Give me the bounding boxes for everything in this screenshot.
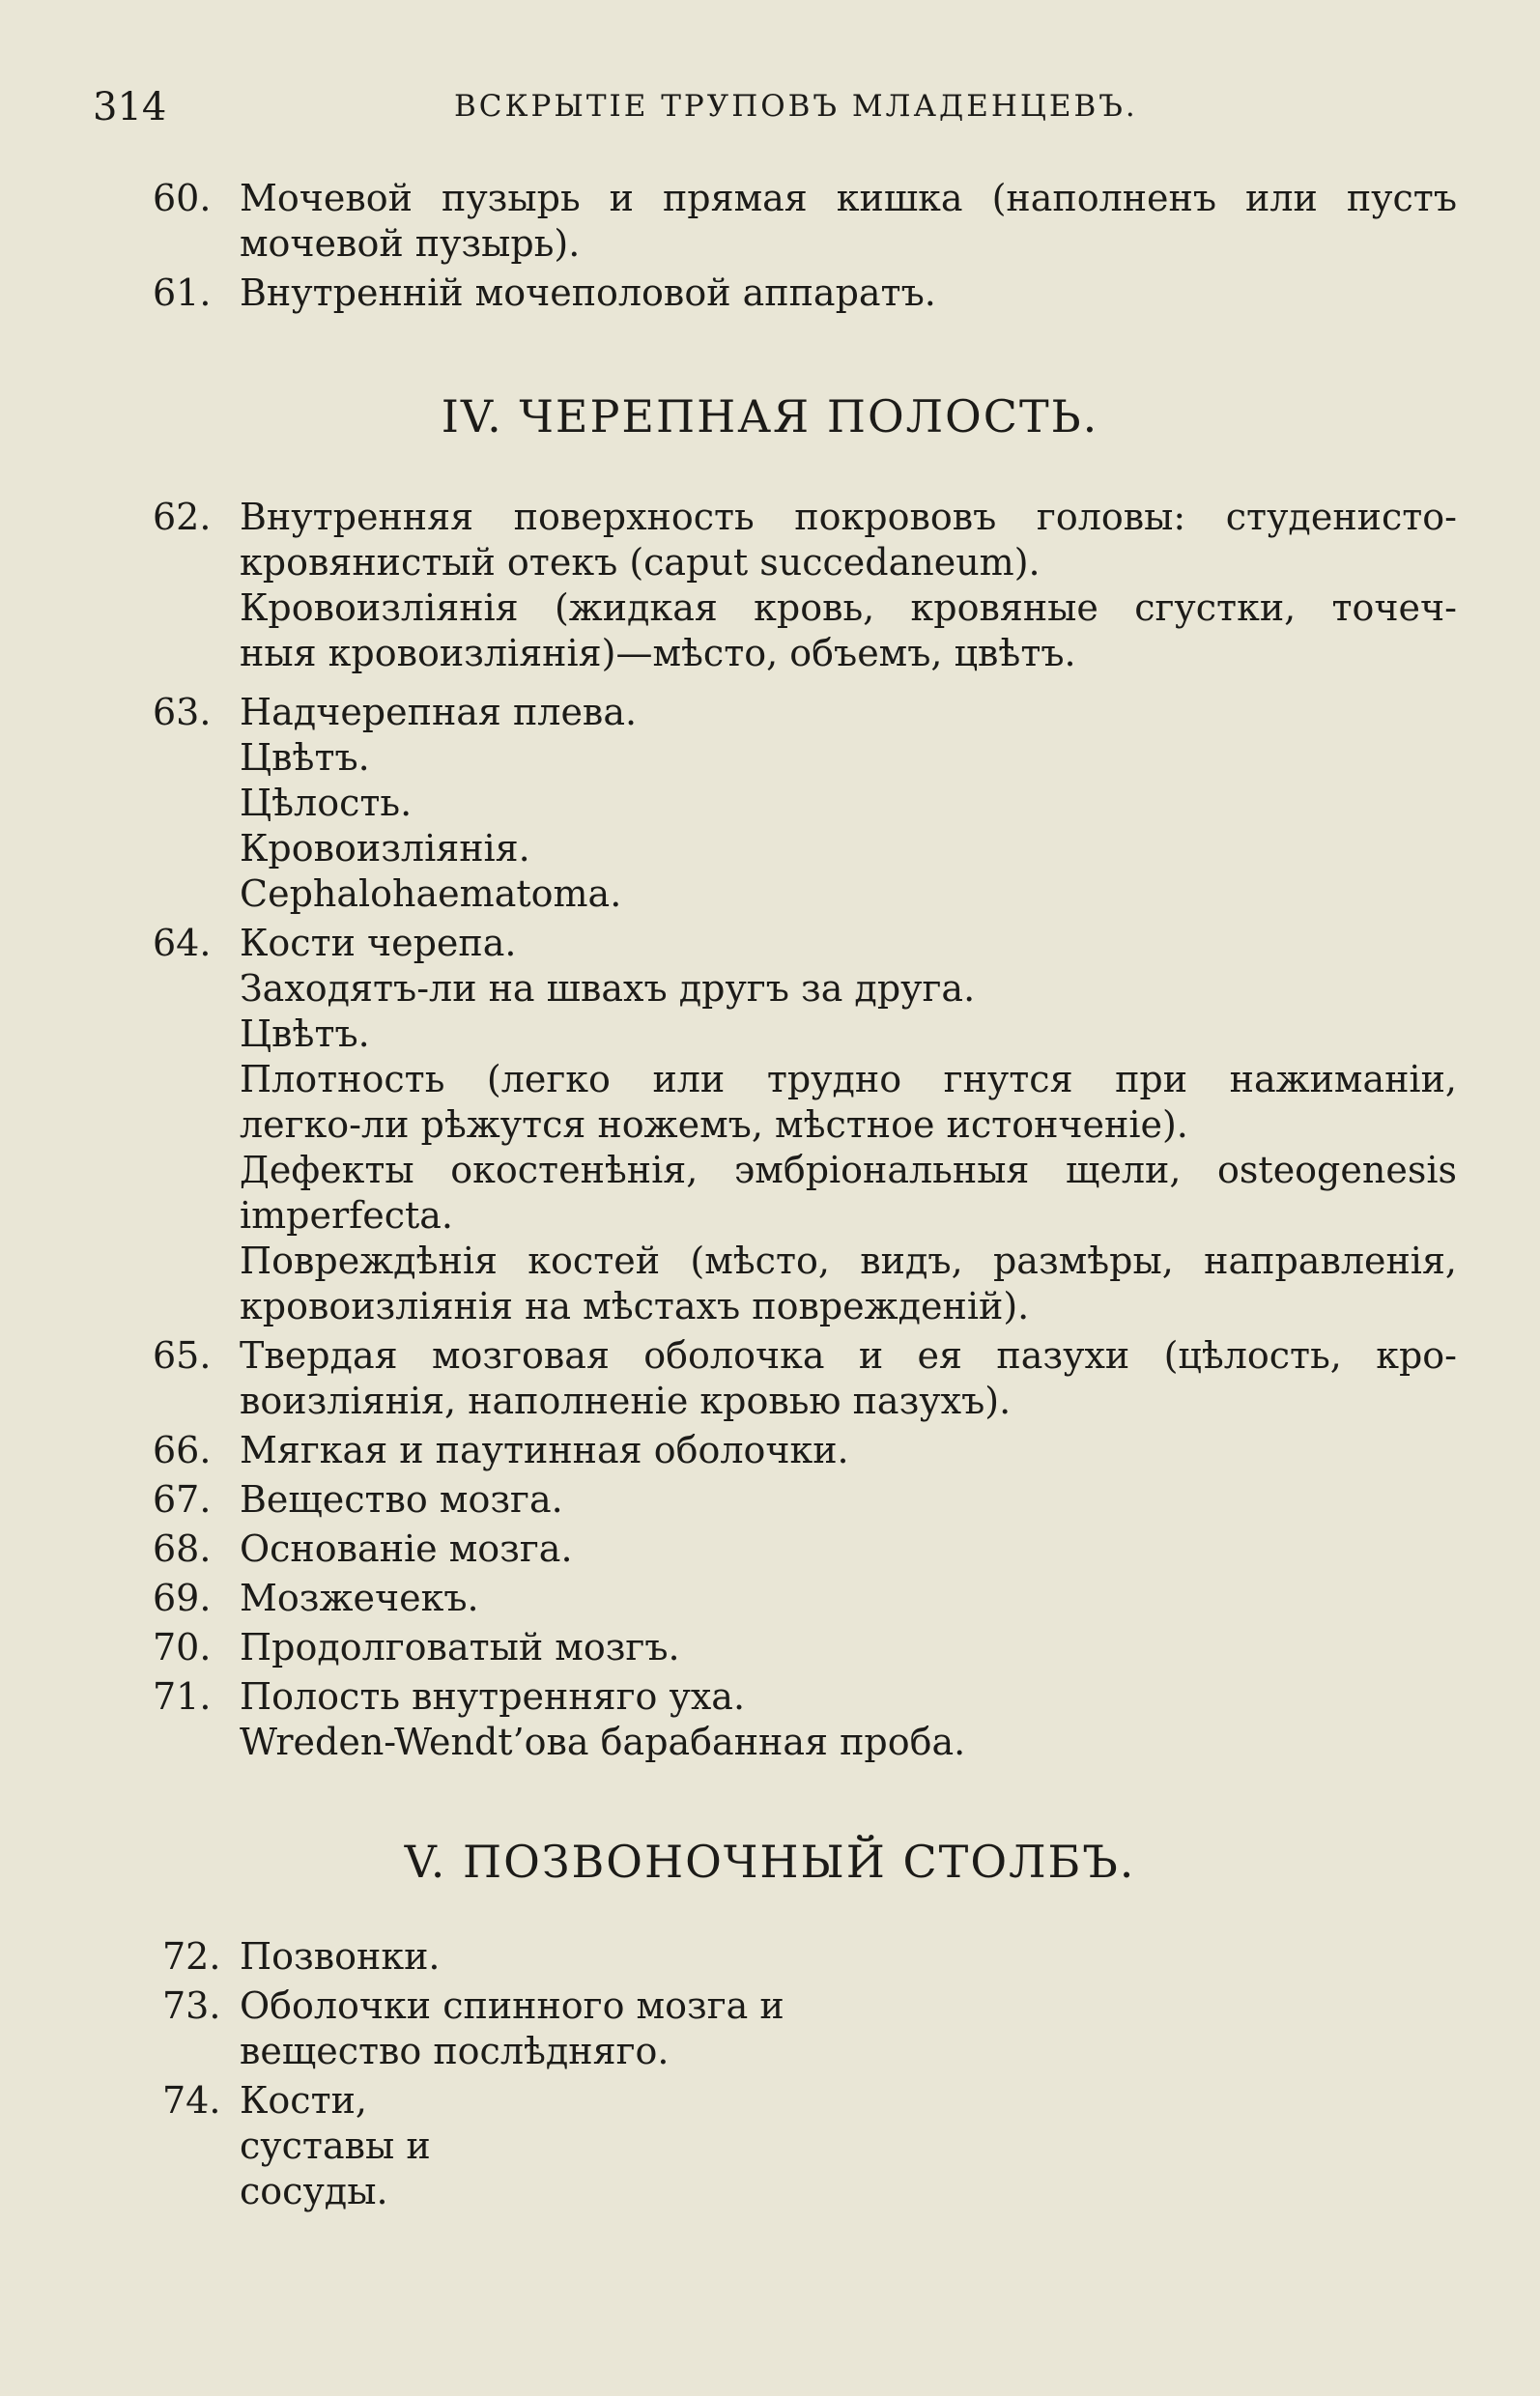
item-text: Внутренній мочеполовой аппаратъ. xyxy=(240,271,936,314)
list-item xyxy=(0,1428,1540,1473)
item-text: Плотность (легко или трудно гнутся при нажиманіи, xyxy=(240,1058,1457,1100)
item-text: Wreden-Wendt’ова барабанная проба. xyxy=(240,1721,966,1763)
section-title-spinal-column: V. ПОЗВОНОЧНЫЙ СТОЛБЪ. xyxy=(404,1836,1136,1888)
list-item xyxy=(0,1625,1540,1670)
list-item xyxy=(0,921,1540,1329)
item-text: Цѣлость. xyxy=(240,782,413,824)
item-number: 71. xyxy=(153,1675,212,1718)
list-item xyxy=(0,1674,1540,1765)
item-text: суставы и xyxy=(240,2125,431,2167)
page-number: 314 xyxy=(93,85,167,129)
item-text: Дефекты окостенѣнія, эмбріональныя щели, osteogenesis xyxy=(240,1149,1457,1191)
item-number: 70. xyxy=(153,1626,212,1669)
list-item xyxy=(0,1576,1540,1621)
item-text: Позвонки. xyxy=(240,1935,441,1978)
list-item xyxy=(0,1983,1540,2074)
item-number: 69. xyxy=(153,1577,212,1619)
item-number: 68. xyxy=(153,1527,212,1570)
item-text: Мочевой пузырь и прямая кишка (наполненъ или пустъ xyxy=(240,177,1457,219)
item-text: Повреждѣнія костей (мѣсто, видъ, размѣры, направленія, xyxy=(240,1240,1457,1282)
item-number: 73. xyxy=(162,1984,221,2027)
item-list-spinal xyxy=(0,1934,1540,2218)
list-item xyxy=(0,176,1540,267)
page-header xyxy=(0,85,1540,133)
item-text: легко-ли рѣжутся ножемъ, мѣстное истонченіе). xyxy=(240,1103,1188,1146)
item-number: 64. xyxy=(153,922,212,964)
item-text: Кости, xyxy=(240,2079,367,2122)
item-text: Мозжечекъ. xyxy=(240,1577,479,1619)
list-item xyxy=(0,1477,1540,1523)
item-text: Оболочки спинного мозга и xyxy=(240,1984,784,2027)
item-text: Вещество мозга. xyxy=(240,1478,563,1521)
item-text: вещество послѣдняго. xyxy=(240,2030,670,2072)
item-text: Мягкая и паутинная оболочки. xyxy=(240,1429,849,1471)
item-text: воизліянія, наполненіе кровью пазухъ). xyxy=(240,1380,1012,1422)
item-text: Cephalohaematoma. xyxy=(240,872,622,915)
item-text: Цвѣтъ. xyxy=(240,736,370,779)
item-number: 60. xyxy=(153,177,212,219)
item-text: imperfecta. xyxy=(240,1194,454,1237)
item-text: Твердая мозговая оболочка и ея пазухи (цѣлость, кро- xyxy=(240,1334,1457,1377)
item-text: Кровоизліянія (жидкая кровь, кровяные сгустки, точеч- xyxy=(240,586,1457,629)
list-item xyxy=(0,271,1540,316)
item-text: кровоизліянія на мѣстахъ поврежденій). xyxy=(240,1285,1030,1327)
section-title-cranial-cavity: IV. ЧЕРЕПНАЯ ПОЛОСТЬ. xyxy=(441,390,1099,442)
item-text: ныя кровоизліянія)—мѣсто, объемъ, цвѣтъ. xyxy=(240,632,1076,674)
item-number: 66. xyxy=(153,1429,212,1471)
item-text: Продолговатый мозгъ. xyxy=(240,1626,680,1669)
item-list-bladder xyxy=(0,176,1540,320)
item-number: 65. xyxy=(153,1334,212,1377)
item-text: Кровоизліянія. xyxy=(240,827,530,870)
item-text: Заходятъ-ли на швахъ другъ за друга. xyxy=(240,967,976,1010)
item-text: мочевой пузырь). xyxy=(240,222,581,265)
item-text: Полость внутренняго уха. xyxy=(240,1675,746,1718)
item-text: сосуды. xyxy=(240,2170,388,2212)
item-number: 67. xyxy=(153,1478,212,1521)
list-item xyxy=(0,1526,1540,1572)
running-head: ВСКРЫТІЕ ТРУПОВЪ МЛАДЕНЦЕВЪ. xyxy=(454,89,1138,124)
list-item xyxy=(0,690,1540,917)
item-number: 63. xyxy=(153,691,212,733)
list-item xyxy=(0,2078,1540,2214)
item-text: Надчерепная плева. xyxy=(240,691,638,733)
item-text: кровянистый отекъ (caput succedaneum). xyxy=(240,541,1041,584)
list-item xyxy=(0,1333,1540,1424)
list-item xyxy=(0,495,1540,676)
item-number: 72. xyxy=(162,1935,221,1978)
list-item xyxy=(0,1934,1540,1980)
item-number: 61. xyxy=(153,271,212,314)
item-text: Кости черепа. xyxy=(240,922,517,964)
item-number: 74. xyxy=(162,2079,221,2122)
item-number: 62. xyxy=(153,496,212,538)
item-text: Цвѣтъ. xyxy=(240,1013,370,1055)
item-text: Основаніе мозга. xyxy=(240,1527,573,1570)
item-text: Внутренняя поверхность покрововъ головы: студенисто- xyxy=(240,496,1457,538)
item-list-cranial xyxy=(0,495,1540,1769)
